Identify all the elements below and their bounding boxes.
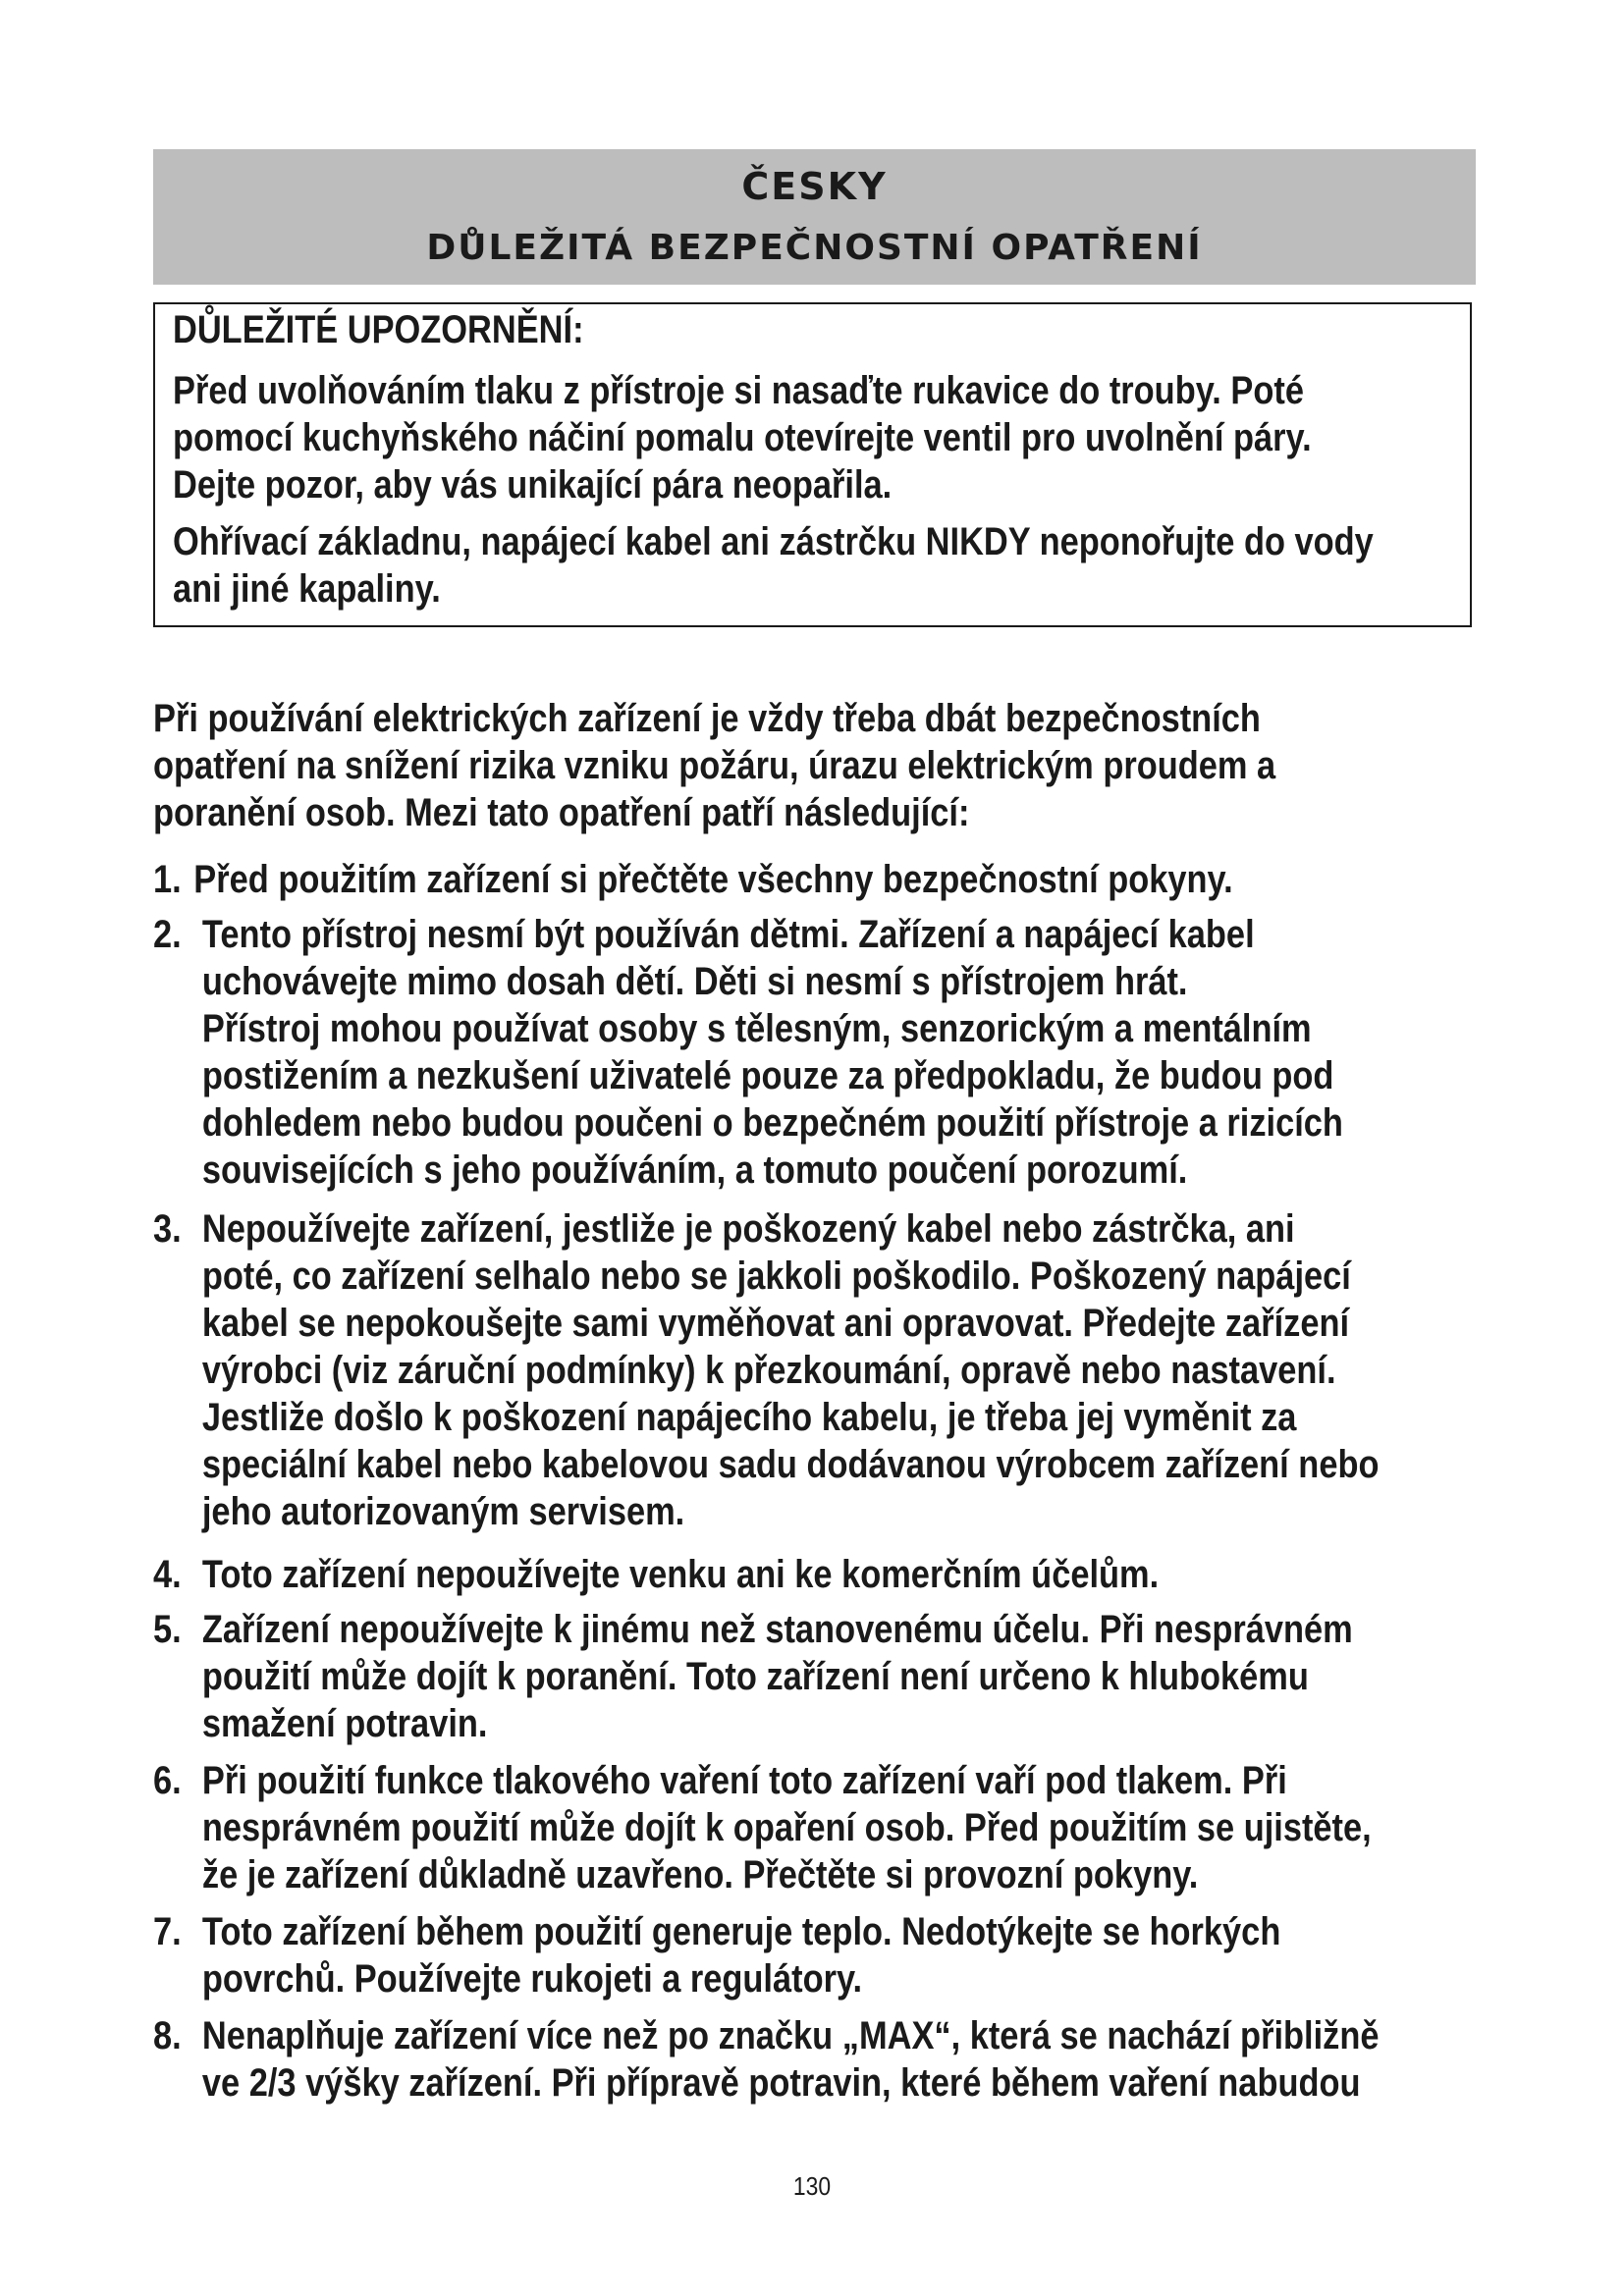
important-warning-box [153, 302, 1472, 627]
warning-paragraph-water: Ohřívací základnu, napájecí kabel ani zástrčku NIKDY neponořujte do vody ani jiné kapaliny. [173, 520, 1374, 611]
list-item-number: 5. [153, 1608, 182, 1651]
list-item-text: Zařízení nepoužívejte k jinému než stanovenému účelu. Při nesprávném použití může dojít k poranění. Toto zařízení není určeno k hlubokému smažení potravin. [201, 1608, 1353, 1745]
page-number: 130 [792, 2171, 832, 2201]
section-header [153, 149, 1476, 285]
list-item-number: 4. [153, 1553, 182, 1596]
language-heading: ČESKY [741, 165, 888, 208]
list-item-text: Nenaplňuje zařízení více než po značku „MAX“, která se nachází přibližně ve 2/3 výšky zařízení. Při přípravě potravin, které během vaření nabudou [201, 2014, 1380, 2105]
list-item-number: 8. [153, 2014, 182, 2057]
list-item-number: 1. [153, 858, 182, 901]
page-title: DŮLEŽITÁ BEZPEČNOSTNÍ OPATŘENÍ [426, 228, 1203, 268]
intro-paragraph: Při používání elektrických zařízení je vždy třeba dbát bezpečnostních opatření na snížení rizika vzniku požáru, úrazu elektrickým proudem a poranění osob. Mezi tato opatření patří následující: [153, 697, 1276, 834]
list-item-text: Toto zařízení nepoužívejte venku ani ke komerčním účelům. [201, 1553, 1160, 1596]
list-item-number: 3. [153, 1207, 182, 1251]
list-item-text: Tento přístroj nesmí být používán dětmi. Zařízení a napájecí kabel uchovávejte mimo dosah dětí. Děti si nesmí s přístrojem hrát. Přístroj mohou používat osoby s tělesným, senzorickým a mentálním postižením a nezkušení uživatelé pouze za předpokladu, že budou pod dohledem nebo budou poučeni o bezpečném použití přístroje a rizicích souvisejících s jeho používáním, a tomuto poučení porozumí. [201, 913, 1343, 1192]
warning-paragraph-pressure: Před uvolňováním tlaku z přístroje si nasaďte rukavice do trouby. Poté pomocí kuchyňského náčiní pomalu otevírejte ventil pro uvolnění páry. Dejte pozor, aby vás unikající pára neopařila. [173, 369, 1312, 507]
list-item-number: 2. [153, 913, 182, 956]
list-item-number: 7. [153, 1910, 182, 1953]
list-item-text: Toto zařízení během použití generuje teplo. Nedotýkejte se horkých povrchů. Používejte rukojeti a regulátory. [201, 1910, 1281, 2001]
list-item-text: Před použitím zařízení si přečtěte všechny bezpečnostní pokyny. [193, 858, 1233, 901]
list-item-text: Nepoužívejte zařízení, jestliže je poškozený kabel nebo zástrčka, ani poté, co zařízení selhalo nebo se jakkoli poškodilo. Poškozený napájecí kabel se nepokoušejte sami vyměňovat ani opravovat. Předejte zařízení výrobci (viz záruční podmínky) k přezkoumání, opravě nebo nastavení. Jestliže došlo k poškození napájecího kabelu, je třeba jej vyměnit za speciální kabel nebo kabelovou sadu dodávanou výrobcem zařízení nebo jeho autorizovaným servisem. [201, 1207, 1380, 1533]
list-item-text: Při použití funkce tlakového vaření toto zařízení vaří pod tlakem. Při nesprávném použití může dojít k opaření osob. Před použitím se ujistěte, že je zařízení důkladně uzavřeno. Přečtěte si provozní pokyny. [201, 1759, 1372, 1896]
warning-title: DŮLEŽITÉ UPOZORNĚNÍ: [173, 308, 584, 351]
list-item-number: 6. [153, 1759, 182, 1802]
